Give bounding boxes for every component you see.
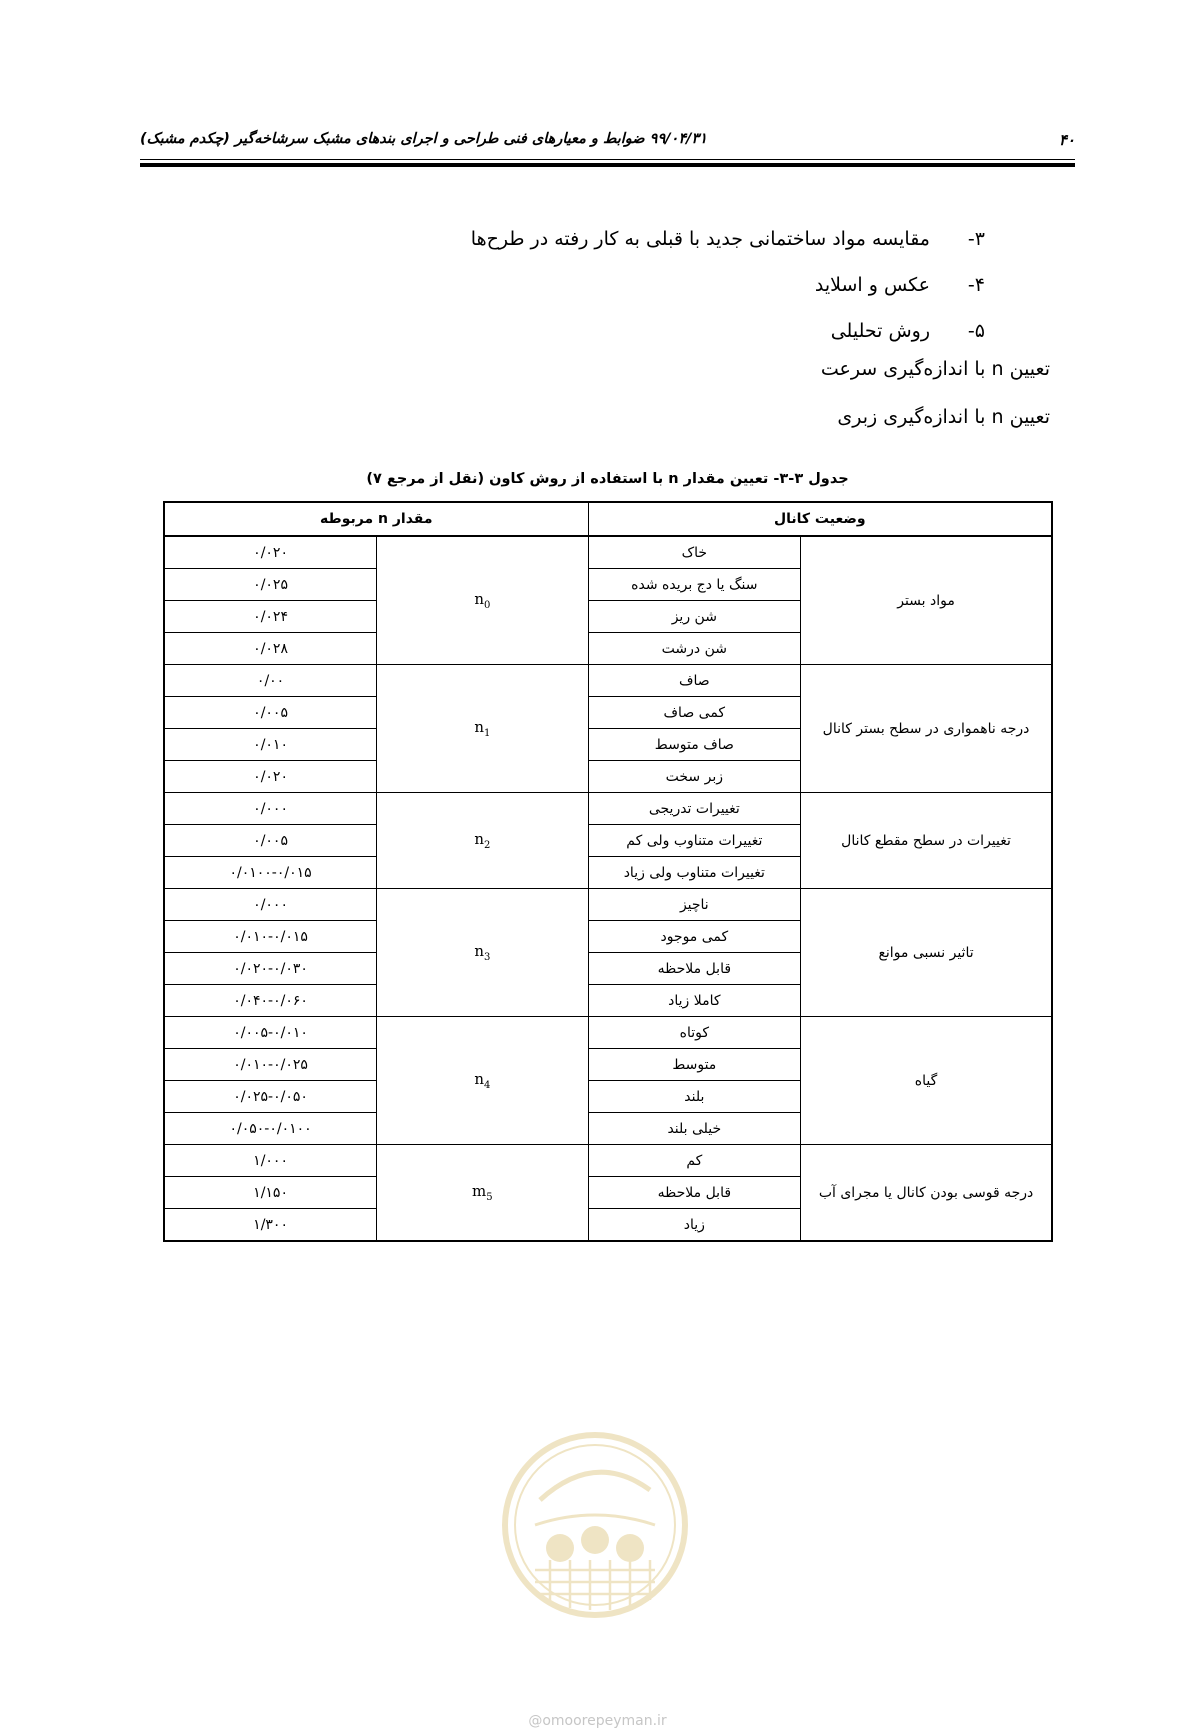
- symbol-cell: [377, 889, 588, 1017]
- symbol-cell: [377, 665, 588, 793]
- factor-cell: درجه قوسی بودن کانال یا مجرای آب: [801, 1145, 1052, 1242]
- symbol-letter: m: [472, 1182, 487, 1200]
- watermark-site: @omoorepeyman.ir: [528, 1713, 667, 1729]
- page-header: [140, 125, 1075, 155]
- symbol-cell: [377, 536, 588, 665]
- description-cell: شن ریز: [588, 601, 801, 633]
- list-text: عکس و اسلاید: [814, 274, 930, 296]
- value-cell: ۰/۰۲۰: [164, 761, 377, 793]
- symbol-letter: n: [474, 830, 484, 848]
- header-rule-thick: [140, 163, 1075, 167]
- description-cell: زبر سخت: [588, 761, 801, 793]
- list-number: ۵-: [967, 320, 985, 342]
- list-item: [185, 216, 985, 262]
- value-cell: ۰/۰۲۸: [164, 633, 377, 665]
- watermark-seal: [500, 1430, 690, 1620]
- table-row: [164, 665, 1052, 697]
- description-cell: قابل ملاحظه: [588, 1177, 801, 1209]
- value-cell: ۰/۰۰۵-۰/۰۱۰: [164, 1017, 377, 1049]
- table-header-row: [164, 502, 1052, 536]
- header-rule-thin: [140, 159, 1075, 160]
- value-cell: ۱/۳۰۰: [164, 1209, 377, 1242]
- value-cell: ۰/۰۰۵: [164, 825, 377, 857]
- description-cell: خاک: [588, 536, 801, 569]
- value-cell: ۰/۰۱۰-۰/۰۲۵: [164, 1049, 377, 1081]
- table-row: [164, 1017, 1052, 1049]
- description-cell: زیاد: [588, 1209, 801, 1242]
- description-cell: تغییرات متناوب ولی زیاد: [588, 857, 801, 889]
- description-cell: صاف: [588, 665, 801, 697]
- header-value: مقدار n مربوطه: [164, 502, 588, 536]
- table-row: [164, 889, 1052, 921]
- description-cell: متوسط: [588, 1049, 801, 1081]
- value-cell: ۰/۰۴۰-۰/۰۶۰: [164, 985, 377, 1017]
- list-number: ۴-: [967, 274, 985, 296]
- value-cell: ۰/۰۰: [164, 665, 377, 697]
- table-row: [164, 1145, 1052, 1177]
- symbol-letter: n: [474, 1070, 484, 1088]
- paragraph-velocity: تعیین n با اندازه‌گیری سرعت: [820, 358, 1050, 380]
- symbol-cell: [377, 793, 588, 889]
- header-condition: وضعیت کانال: [588, 502, 1052, 536]
- symbol-letter: n: [474, 942, 484, 960]
- value-cell: ۰/۰۲۰-۰/۰۳۰: [164, 953, 377, 985]
- value-cell: ۰/۰۰۵: [164, 697, 377, 729]
- description-cell: صاف متوسط: [588, 729, 801, 761]
- description-cell: کمی صاف: [588, 697, 801, 729]
- symbol-letter: n: [474, 718, 484, 736]
- value-cell: ۰/۰۰۰: [164, 793, 377, 825]
- table-caption: جدول ۳-۳- تعیین مقدار n با استفاده از روش کاون (نقل از مرجع ۷): [366, 471, 849, 487]
- list-number: ۳-: [967, 228, 985, 250]
- table-row: [164, 793, 1052, 825]
- list-text: روش تحلیلی: [830, 320, 930, 342]
- list-text: مقایسه مواد ساختمانی جدید با قبلی به کار رفته در طرح‌ها: [470, 228, 930, 250]
- symbol-subscript: 5: [486, 1192, 493, 1203]
- factor-cell: گیاه: [801, 1017, 1052, 1145]
- symbol-subscript: 1: [484, 728, 491, 739]
- description-cell: سنگ یا دج بریده شده: [588, 569, 801, 601]
- numbered-list: [185, 216, 985, 354]
- description-cell: قابل ملاحظه: [588, 953, 801, 985]
- description-cell: کمی موجود: [588, 921, 801, 953]
- value-cell: ۰/۰۵۰-۰/۰۱۰۰: [164, 1113, 377, 1145]
- factor-cell: درجه ناهمواری در سطح بستر کانال: [801, 665, 1052, 793]
- description-cell: تغییرات متناوب ولی کم: [588, 825, 801, 857]
- paragraph-roughness: تعیین n با اندازه‌گیری زبری: [837, 406, 1050, 428]
- cowan-n-table: [163, 501, 1053, 1242]
- symbol-subscript: 2: [484, 840, 491, 851]
- description-cell: خیلی بلند: [588, 1113, 801, 1145]
- symbol-letter: n: [474, 590, 484, 608]
- description-cell: کاملا زیاد: [588, 985, 801, 1017]
- description-cell: بلند: [588, 1081, 801, 1113]
- description-cell: تغییرات تدریجی: [588, 793, 801, 825]
- symbol-subscript: 0: [484, 600, 491, 611]
- factor-cell: تغییرات در سطح مقطع کانال: [801, 793, 1052, 889]
- symbol-subscript: 3: [484, 952, 491, 963]
- table-row: [164, 536, 1052, 569]
- description-cell: ناچیز: [588, 889, 801, 921]
- list-item: [185, 308, 985, 354]
- symbol-cell: [377, 1017, 588, 1145]
- value-cell: ۰/۰۱۰-۰/۰۱۵: [164, 921, 377, 953]
- description-cell: کوتاه: [588, 1017, 801, 1049]
- list-item: [185, 262, 985, 308]
- value-cell: ۱/۱۵۰: [164, 1177, 377, 1209]
- value-cell: ۰/۰۱۰: [164, 729, 377, 761]
- value-cell: ۰/۰۲۰: [164, 536, 377, 569]
- factor-cell: تاثیر نسبی موانع: [801, 889, 1052, 1017]
- description-cell: کم: [588, 1145, 801, 1177]
- symbol-subscript: 4: [484, 1080, 491, 1091]
- value-cell: ۰/۰۰۰: [164, 889, 377, 921]
- value-cell: ۰/۰۲۵: [164, 569, 377, 601]
- value-cell: ۰/۰۱۰۰-۰/۰۱۵: [164, 857, 377, 889]
- value-cell: ۱/۰۰۰: [164, 1145, 377, 1177]
- description-cell: شن درشت: [588, 633, 801, 665]
- value-cell: ۰/۰۲۴: [164, 601, 377, 633]
- running-title: ۹۹/۰۴/۳۱ ضوابط و معیارهای فنی طراحی و اجرای بندهای مشبک سرشاخه‌گیر (چکدم مشبک): [140, 131, 707, 147]
- value-cell: ۰/۰۲۵-۰/۰۵۰: [164, 1081, 377, 1113]
- factor-cell: مواد بستر: [801, 536, 1052, 665]
- page-number: ۴۰: [1058, 131, 1075, 149]
- symbol-cell: [377, 1145, 588, 1242]
